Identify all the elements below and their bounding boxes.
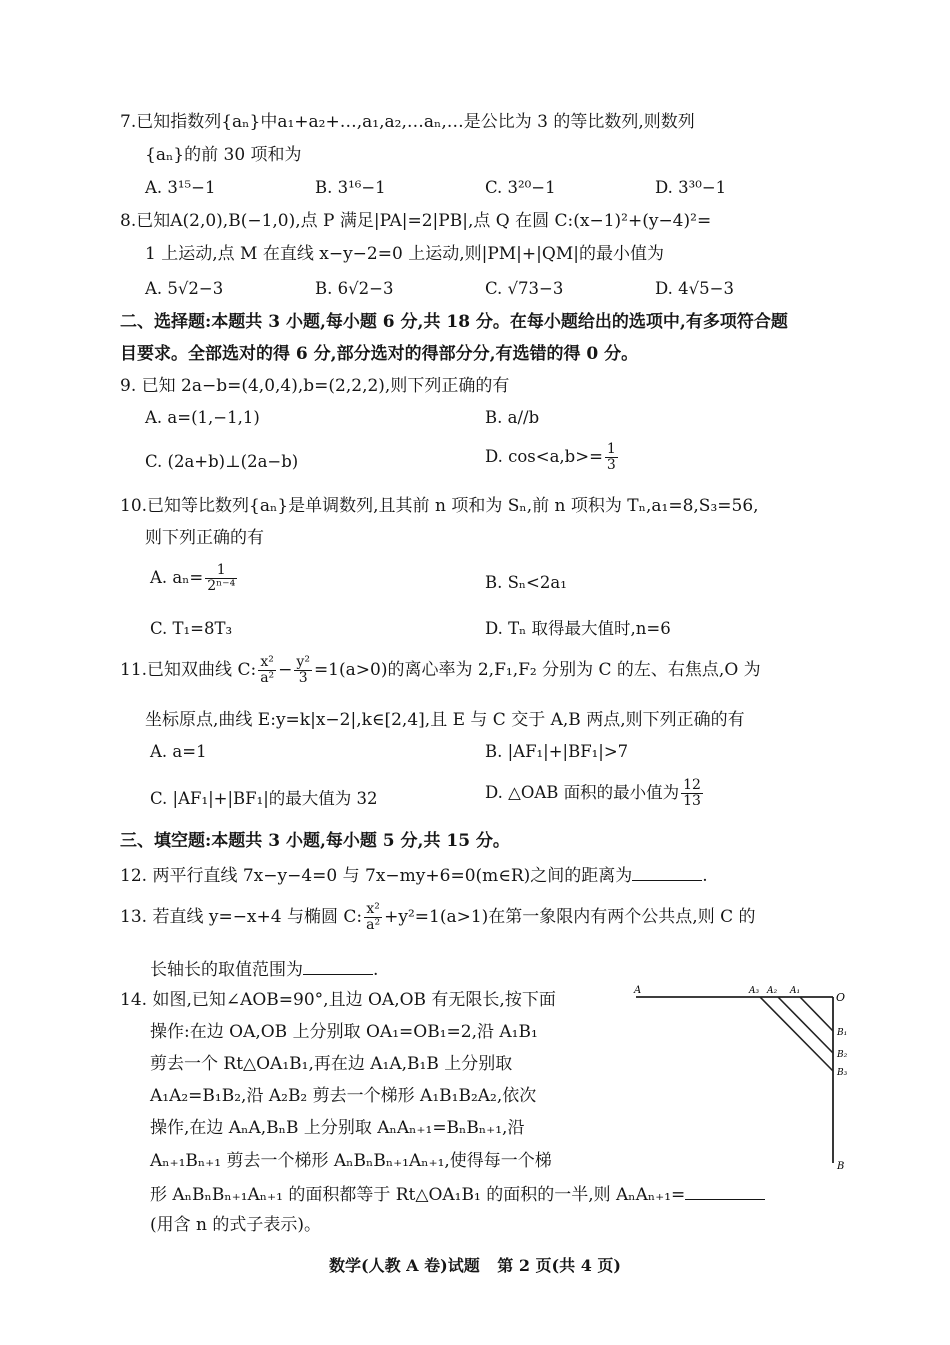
q11-option-d-prefix: D. △OAB 面积的最小值为 xyxy=(485,783,680,802)
label-b3: B₃ xyxy=(837,1068,848,1078)
q14-figure-svg xyxy=(628,983,853,1178)
q13-fraction xyxy=(364,902,382,933)
q11-d-denominator: 13 xyxy=(683,793,701,809)
q13-prefix: 13. 若直线 y=−x+4 与椭圆 C: xyxy=(120,907,363,927)
q11-f2-denominator: 3 xyxy=(298,670,308,686)
label-a2: A₂ xyxy=(767,986,778,996)
q7-option-c: C. 3²⁰−1 xyxy=(485,178,556,197)
q11-fraction-y xyxy=(294,655,312,686)
q13-answer-blank[interactable] xyxy=(303,958,373,975)
label-a: A xyxy=(634,985,642,996)
q11-option-a: A. a=1 xyxy=(150,742,207,761)
q13-line2 xyxy=(150,958,378,981)
q13-period: . xyxy=(373,960,379,980)
q7-line1: 7.已知指数列{aₙ}中a₁+a₂+…,a₁,a₂,…aₙ,…是公比为 3 的等比数列,则数列 xyxy=(120,112,695,132)
q10-a-numerator: 1 xyxy=(205,563,237,579)
section2-heading: 二、选择题:本题共 3 小题,每小题 6 分,共 18 分。在每小题给出的选项中,有多项符合题 xyxy=(120,312,788,332)
q14-line7 xyxy=(150,1183,765,1206)
q11-f1-numerator: x² xyxy=(258,655,276,671)
q8-line2: 1 上运动,点 M 在直线 x−y−2=0 上运动,则|PM|+|QM|的最小值为 xyxy=(145,244,664,264)
q10-option-a-fraction xyxy=(205,563,237,594)
q13-numerator: x² xyxy=(364,902,382,918)
q12-period: . xyxy=(702,866,708,886)
q10-line2: 则下列正确的有 xyxy=(145,528,264,548)
q11-option-d-fraction xyxy=(681,778,703,809)
section3-heading: 三、填空题:本题共 3 小题,每小题 5 分,共 15 分。 xyxy=(120,831,510,851)
q10-option-a-prefix: A. aₙ= xyxy=(150,568,204,587)
section2-instructions: 目要求。全部选对的得 6 分,部分选对的得部分分,有选错的得 0 分。 xyxy=(120,344,639,364)
q12-answer-blank[interactable] xyxy=(632,864,702,881)
cut-a3b3 xyxy=(760,997,833,1071)
q11-minus: − xyxy=(278,660,293,680)
q8-option-b: B. 6√2−3 xyxy=(315,279,394,298)
q9-option-d xyxy=(485,442,620,473)
q8-option-c: C. √73−3 xyxy=(485,279,564,298)
q8-line1: 8.已知A(2,0),B(−1,0),点 P 满足|PA|=2|PB|,点 Q 在圆 C:(x−1)²+(y−4)²= xyxy=(120,211,712,231)
q11-f1-denominator: a² xyxy=(260,670,275,686)
q11-option-b: B. |AF₁|+|BF₁|>7 xyxy=(485,742,629,761)
q10-option-b: B. Sₙ<2a₁ xyxy=(485,573,567,592)
footer-page-number: 第 2 页(共 4 页) xyxy=(497,1256,621,1275)
q13-denominator: a² xyxy=(366,917,381,933)
q8-option-a: A. 5√2−3 xyxy=(145,279,224,298)
page-footer xyxy=(0,1253,950,1276)
q11-line2: 坐标原点,曲线 E:y=k|x−2|,k∈[2,4],且 E 与 C 交于 A,B 两点,则下列正确的有 xyxy=(145,710,745,730)
q14-line8: (用含 n 的式子表示)。 xyxy=(150,1215,322,1235)
q14-figure xyxy=(628,983,853,1178)
q11-option-d xyxy=(485,778,705,809)
q9-option-a: A. a=(1,−1,1) xyxy=(145,408,260,427)
q11-option-c: C. |AF₁|+|BF₁|的最大值为 32 xyxy=(150,789,378,808)
q13-line2-text: 长轴长的取值范围为 xyxy=(150,960,303,980)
label-b: B xyxy=(837,1161,845,1172)
q11-suffix: =1(a>0)的离心率为 2,F₁,F₂ 分别为 C 的左、右焦点,O 为 xyxy=(313,660,761,680)
q11-prefix: 11.已知双曲线 C: xyxy=(120,660,257,680)
q7-option-d: D. 3³⁰−1 xyxy=(655,178,727,197)
q13-line1 xyxy=(120,902,756,933)
q14-line2: 操作:在边 OA,OB 上分别取 OA₁=OB₁=2,沿 A₁B₁ xyxy=(150,1022,538,1042)
label-b2: B₂ xyxy=(837,1050,848,1060)
q9-stem: 9. 已知 2a−b=(4,0,4),b=(2,2,2),则下列正确的有 xyxy=(120,376,510,396)
q9-option-d-fraction xyxy=(605,442,618,473)
q9-d-denominator: 3 xyxy=(606,457,616,473)
q14-line3: 剪去一个 Rt△OA₁B₁,再在边 A₁A,B₁B 上分别取 xyxy=(150,1054,513,1074)
label-a1: A₁ xyxy=(790,986,801,996)
q14-line1: 14. 如图,已知∠AOB=90°,且边 OA,OB 有无限长,按下面 xyxy=(120,990,556,1010)
q11-fraction-x xyxy=(258,655,276,686)
q14-line5: 操作,在边 AₙA,BₙB 上分别取 AₙAₙ₊₁=BₙBₙ₊₁,沿 xyxy=(150,1118,525,1138)
q7-option-a: A. 3¹⁵−1 xyxy=(145,178,216,197)
q10-a-denominator: 2ⁿ⁻⁴ xyxy=(207,578,236,594)
q10-option-c: C. T₁=8T₃ xyxy=(150,619,233,638)
q9-d-numerator: 1 xyxy=(606,441,616,457)
q13-suffix: +y²=1(a>1)在第一象限内有两个公共点,则 C 的 xyxy=(384,907,756,927)
q9-option-b: B. a//b xyxy=(485,408,540,427)
label-b1: B₁ xyxy=(837,1028,848,1038)
cut-a1b1 xyxy=(800,997,833,1031)
label-a3: A₃ xyxy=(749,986,760,996)
q11-line1 xyxy=(120,655,761,686)
q10-option-d: D. Tₙ 取得最大值时,n=6 xyxy=(485,619,671,638)
q12-line xyxy=(120,864,708,887)
q12-text: 12. 两平行直线 7x−y−4=0 与 7x−my+6=0(m∈R)之间的距离为 xyxy=(120,866,633,886)
q14-line7-text: 形 AₙBₙBₙ₊₁Aₙ₊₁ 的面积都等于 Rt△OA₁B₁ 的面积的一半,则 AₙAₙ₊₁= xyxy=(150,1185,686,1205)
q14-line4: A₁A₂=B₁B₂,沿 A₂B₂ 剪去一个梯形 A₁B₁B₂A₂,依次 xyxy=(150,1086,537,1106)
q14-answer-blank[interactable] xyxy=(685,1183,765,1200)
cut-a2b2 xyxy=(778,997,833,1053)
q8-option-d: D. 4√5−3 xyxy=(655,279,734,298)
q11-f2-numerator: y² xyxy=(296,654,310,670)
q9-option-d-prefix: D. cos<a,b>= xyxy=(485,447,603,466)
q14-line6: Aₙ₊₁Bₙ₊₁ 剪去一个梯形 AₙBₙBₙ₊₁Aₙ₊₁,使得每一个梯 xyxy=(150,1151,552,1171)
q10-option-a xyxy=(150,563,239,594)
label-o: O xyxy=(836,991,846,1004)
q10-line1: 10.已知等比数列{aₙ}是单调数列,且其前 n 项和为 Sₙ,前 n 项积为 Tₙ,a₁=8,S₃=56, xyxy=(120,496,759,516)
q7-line2: {aₙ}的前 30 项和为 xyxy=(145,145,302,165)
q7-option-b: B. 3¹⁶−1 xyxy=(315,178,386,197)
q11-d-numerator: 12 xyxy=(683,777,701,793)
footer-subject: 数学(人教 A 卷)试题 xyxy=(329,1256,480,1275)
q9-option-c: C. (2a+b)⊥(2a−b) xyxy=(145,452,299,471)
